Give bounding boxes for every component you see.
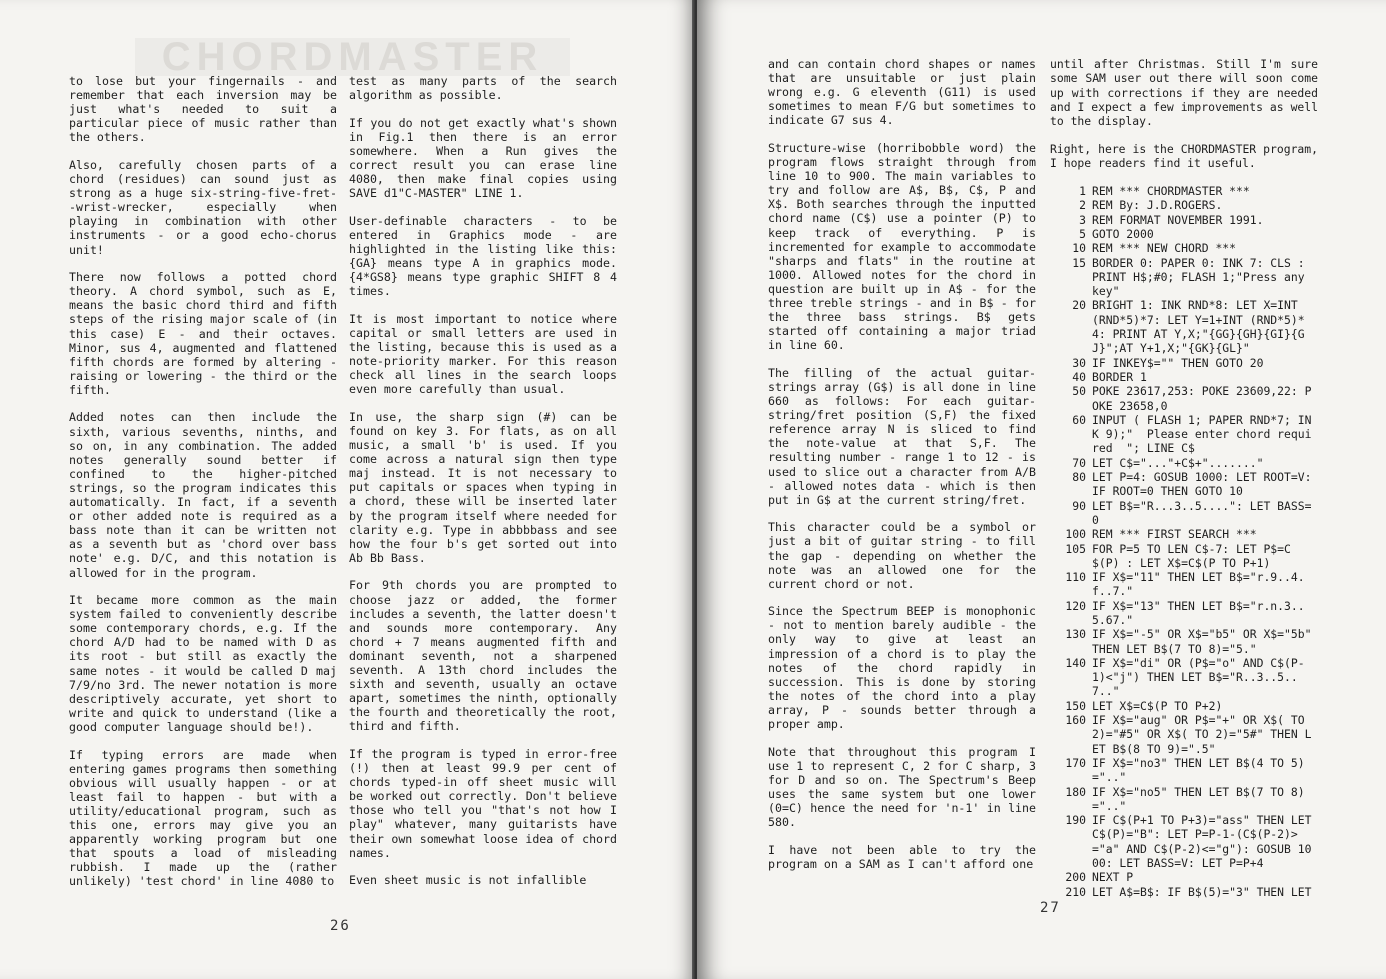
line-code: LET C$="..."+C$+"......." <box>1092 455 1264 470</box>
right-page <box>697 0 1386 979</box>
paragraph: It became more common as the main system failed to conveniently describe some contemporary chords, e.g. If the chord A/D had to be named with D as its root - but still as exactly the same notes - it would be called D maj 7/9/no 3rd. The newer notation is more descriptively accurate, yet short to write and quick to understand (like a good computer language should be!). <box>69 593 337 734</box>
paragraph: Also, carefully chosen parts of a chord (residues) can sound just as strong as a huge six-string-five-fret--wrist-wrecker, especially when playing in combination with other instruments - or a good echo-chorus unit! <box>69 157 337 257</box>
line-number: 130 <box>1065 627 1086 642</box>
paragraph: There now follows a potted chord theory. A chord symbol, such as E, means the basic chord third and fifth steps of the rising major scale of (in this case) E - and their octaves. Minor, sus 4, augmented and flattened fifth chords are formed by altering - raising or lowering - the third or the fifth. <box>69 270 337 397</box>
line-code: IF X$="-5" OR X$="b5" OR X$="5b" THEN LET B$(7 TO 8)="5." <box>1092 627 1319 656</box>
code-line <box>1050 499 1318 528</box>
paragraph: to lose but your fingernails - and remember that each inversion may be just what's needed to suit a particular piece of music rather than the others. <box>69 74 337 145</box>
line-number: 180 <box>1065 784 1086 799</box>
line-code: REM *** NEW CHORD *** <box>1092 241 1237 256</box>
paragraph: For 9th chords you are prompted to choose jazz or added, the former includes a seventh, the latter doesn't and sounds more contemporary. Any chord + 7 means augmented fifth and dominant seventh, not a sharpened seventh. A 13th chord includes the sixth and seventh, usually an octave apart, sometimes the ninth, optionally the fourth and theoretically the root, third and fifth. <box>349 578 617 734</box>
line-number: 30 <box>1072 355 1086 370</box>
paragraph: If typing errors are made when entering games programs then something obvious will usually happen - or at least fail to happen - but with a utility/educational program, such as this one, errors may give you an apparently working program but one that spouts a load of misleading rubbish. I made up the (rather unlikely) 'test chord' in line 4080 to <box>69 747 337 889</box>
line-code: BORDER 0: PAPER 0: INK 7: CLS : PRINT H$;#0; FLASH 1;"Press any key" <box>1092 255 1312 299</box>
line-code: IF INKEY$="" THEN GOTO 20 <box>1092 355 1264 370</box>
code-line <box>1050 413 1318 456</box>
line-code: FOR P=5 TO LEN C$-7: LET P$=C$(P) : LET X$=C$(P TO P+1) <box>1092 541 1291 570</box>
paragraph: It is most important to notice where capital or small letters are used in the listing, because this is used as a note-priority marker. For this reason check all lines in the search loops even more carefully than usual. <box>349 311 617 397</box>
code-line <box>1050 785 1318 814</box>
code-line <box>1050 213 1318 227</box>
paragraph: until after Christmas. Still I'm sure some SAM user out there will soon come up with corrections if they are needed and I expect a few improvements as well to the display. <box>1050 57 1318 129</box>
paragraph: If the program is typed in error-free (!) then at least 99.9 per cent of chords typed-in off sheet music will be worked out correctly. Don't believe those who tell you "that's not how I play" whatever, many guitarists have their own somewhat loose idea of chord names. <box>349 746 617 860</box>
paragraph: Structure-wise (horribobble word) the program flows straight through from line 10 to 900. The main variables to try and follow are A$, B$, C$, P and X$. Both searches through the inputted chord name (C$) use a pointer (P) to keep track of everything. P is incremented for example to accommodate "sharps and flats" in the routine at 1000. Allowed notes for the chord in question are built up in A$ - for the three treble strings - and in B$ - for the three bass strings. B$ gets started off containing a major triad in line 60. <box>768 140 1036 353</box>
code-line <box>1050 699 1318 713</box>
line-code: POKE 23617,253: POKE 23609,22: POKE 23658,0 <box>1092 384 1312 413</box>
code-line <box>1050 599 1318 628</box>
code-line <box>1050 184 1318 198</box>
code-line <box>1050 813 1318 870</box>
paragraph: and can contain chord shapes or names that are unsuitable or just plain wrong e.g. G eleventh (G11) is used sometimes to mean F/G but sometimes to indicate G7 sus 4. <box>768 57 1036 128</box>
paragraph: I have not been able to try the program on a SAM as I can't afford one <box>768 842 1036 871</box>
line-code: REM By: J.D.ROGERS. <box>1092 198 1223 213</box>
line-number: 190 <box>1065 813 1086 828</box>
code-line <box>1050 470 1318 499</box>
line-number: 160 <box>1065 713 1086 728</box>
code-line <box>1050 384 1318 413</box>
right-page-column-2 <box>1050 57 1318 899</box>
line-number: 5 <box>1079 226 1086 241</box>
right-page-column-1 <box>768 57 1036 884</box>
line-number: 105 <box>1065 541 1086 556</box>
paragraph: Right, here is the CHORDMASTER program, I hope readers find it useful. <box>1050 141 1318 171</box>
code-line <box>1050 627 1318 656</box>
line-number: 140 <box>1065 655 1086 670</box>
line-code: IF X$="no5" THEN LET B$(7 TO 8)=".." <box>1092 784 1305 813</box>
left-page-column-2 <box>349 74 617 901</box>
code-line <box>1050 542 1318 571</box>
line-code: IF C$(P+1 TO P+3)="ass" THEN LET C$(P)="B": LET P=P-1-(C$(P-2)>="a" AND C$(P-2)<="g"): GOSUB 1000: LET BASS=V: LET P=P+4 <box>1092 813 1319 871</box>
line-number: 1 <box>1079 184 1086 199</box>
line-number: 20 <box>1072 298 1086 313</box>
ghost-heading: CHORDMASTER <box>135 38 570 76</box>
line-code: GOTO 2000 <box>1092 226 1154 241</box>
code-line <box>1050 298 1318 355</box>
code-line <box>1050 527 1318 541</box>
line-code: REM *** FIRST SEARCH *** <box>1092 527 1257 542</box>
code-line <box>1050 256 1318 299</box>
line-code: IF X$="11" THEN LET B$="r.9..4.f..7." <box>1092 570 1305 599</box>
line-number: 50 <box>1072 384 1086 399</box>
paragraph: In use, the sharp sign (#) can be found on key 3. For flats, as on all music, a small 'b' is used. If you come across a natural sign then type maj instead. It is not necessary to put capitals or spaces when typing in a chord, these will be inserted later by the program itself where needed for clarity e.g. Type in abbbbass and see how the four b's get sorted out into Ab Bb Bass. <box>349 409 617 565</box>
line-number: 100 <box>1065 527 1086 542</box>
line-number: 90 <box>1072 498 1086 513</box>
line-code: REM FORMAT NOVEMBER 1991. <box>1092 212 1264 227</box>
code-line <box>1050 870 1318 884</box>
line-code: REM *** CHORDMASTER *** <box>1092 184 1250 199</box>
line-number: 70 <box>1072 455 1086 470</box>
basic-program-listing <box>1050 184 1318 899</box>
line-number: 120 <box>1065 598 1086 613</box>
line-number: 15 <box>1072 255 1086 270</box>
code-line <box>1050 356 1318 370</box>
line-number: 200 <box>1065 870 1086 885</box>
line-code: IF X$="aug" OR P$="+" OR X$( TO 2)="#5" OR X$( TO 2)="5#" THEN LET B$(8 TO 9)=".5" <box>1092 713 1312 756</box>
paragraph: Note that throughout this program I use 1 to represent C, 2 for C sharp, 3 for D and so on. The Spectrum's Beep uses the same system but one lower (0=C) hence the need for 'n-1' in line 580. <box>768 744 1036 830</box>
code-line <box>1050 885 1318 899</box>
line-code: NEXT P <box>1092 870 1134 885</box>
line-code: IF X$="no3" THEN LET B$(4 TO 5)=".." <box>1092 755 1305 785</box>
line-code: IF X$="di" OR (P$="o" AND C$(P-1)<"j") THEN LET B$="R..3..5..7.." <box>1092 655 1305 699</box>
paragraph: User-definable characters - to be entered in Graphics mode - are highlighted in the listing like this: {GA} means type A in graphics mode. {4*GS8} means type graphic SHIFT 8 4 times. <box>349 213 617 299</box>
line-code: LET B$="R...3..5....": LET BASS=0 <box>1092 498 1312 527</box>
line-number: 170 <box>1065 755 1086 770</box>
line-number: 80 <box>1072 470 1086 485</box>
code-line <box>1050 227 1318 241</box>
left-page-column-1 <box>69 74 337 902</box>
line-number: 40 <box>1072 369 1086 384</box>
code-line <box>1050 713 1318 756</box>
page-number-left: 26 <box>330 918 351 934</box>
line-code: BRIGHT 1: INK RND*8: LET X=INT (RND*5)*7: LET Y=1+INT (RND*5)*4: PRINT AT Y,X;"{GG}{GH}{GI}{GJ}";AT Y+1,X;"{GK}{GL}" <box>1092 298 1305 356</box>
line-code: BORDER 1 <box>1092 369 1147 384</box>
paragraph: Since the Spectrum BEEP is monophonic - not to mention barely audible - the only way to give at least an impression of a chord is to play the notes of the chord rapidly in succession. This is done by storing the notes of the chord into a play array, P - sounds better through a proper amp. <box>768 604 1036 732</box>
line-number: 110 <box>1065 570 1086 585</box>
line-code: LET X$=C$(P TO P+2) <box>1092 698 1223 713</box>
line-number: 3 <box>1079 212 1086 227</box>
line-number: 210 <box>1065 884 1086 899</box>
paragraph: Even sheet music is not infallible <box>349 873 587 888</box>
page-number-right: 27 <box>1040 900 1061 916</box>
column-2-intro <box>1050 57 1318 171</box>
line-number: 10 <box>1072 241 1086 256</box>
code-line <box>1050 456 1318 470</box>
line-number: 150 <box>1065 698 1086 713</box>
code-line <box>1050 370 1318 384</box>
line-number: 60 <box>1072 412 1086 427</box>
line-number: 2 <box>1079 198 1086 213</box>
code-line <box>1050 570 1318 599</box>
code-line <box>1050 198 1318 212</box>
code-line <box>1050 756 1318 785</box>
line-code: INPUT ( FLASH 1; PAPER RND*7; INK 9);" Please enter chord required "; LINE C$ <box>1092 412 1312 456</box>
paragraph: test as many parts of the search algorithm as possible. <box>349 74 617 103</box>
paragraph: If you do not get exactly what's shown in Fig.1 then there is an error somewhere. When a Run gives the correct result you can erase line 4080, then make final copies using SAVE d1"C-MASTER" LINE 1. <box>349 115 617 201</box>
code-line <box>1050 656 1318 699</box>
line-code: LET P=4: GOSUB 1000: LET ROOT=V: IF ROOT=0 THEN GOTO 10 <box>1092 470 1319 499</box>
paragraph: Added notes can then include the sixth, various sevenths, ninths, and so on, in any combination. The added notes generally sound better if confined to the higher-pitched strings, so the program indicates this automatically. In fact, if a seventh or other added note is required as a bass note than it can be written not as a seventh but as 'chord over bass note' e.g. D/C, and this notation is allowed for in the program. <box>69 410 337 580</box>
line-code: IF X$="13" THEN LET B$="r.n.3..5.67." <box>1092 598 1305 627</box>
paragraph: This character could be a symbol or just a bit of guitar string - to fill the gap - depending on whether the note was an allowed one for the current chord or not. <box>768 520 1036 591</box>
line-code: LET A$=B$: IF B$(5)="3" THEN LET <box>1092 884 1312 899</box>
paragraph: The filling of the actual guitar-strings array (G$) is all done in line 660 as follows: For each guitar-string/fret position (S,F) the fixed reference array N is sliced to find the note-value at that S,F. The resulting number - range 1 to 12 - is used to slice out a character from A/B - allowed notes data - which is then put in G$ at the current string/fret. <box>768 365 1036 507</box>
code-line <box>1050 241 1318 255</box>
